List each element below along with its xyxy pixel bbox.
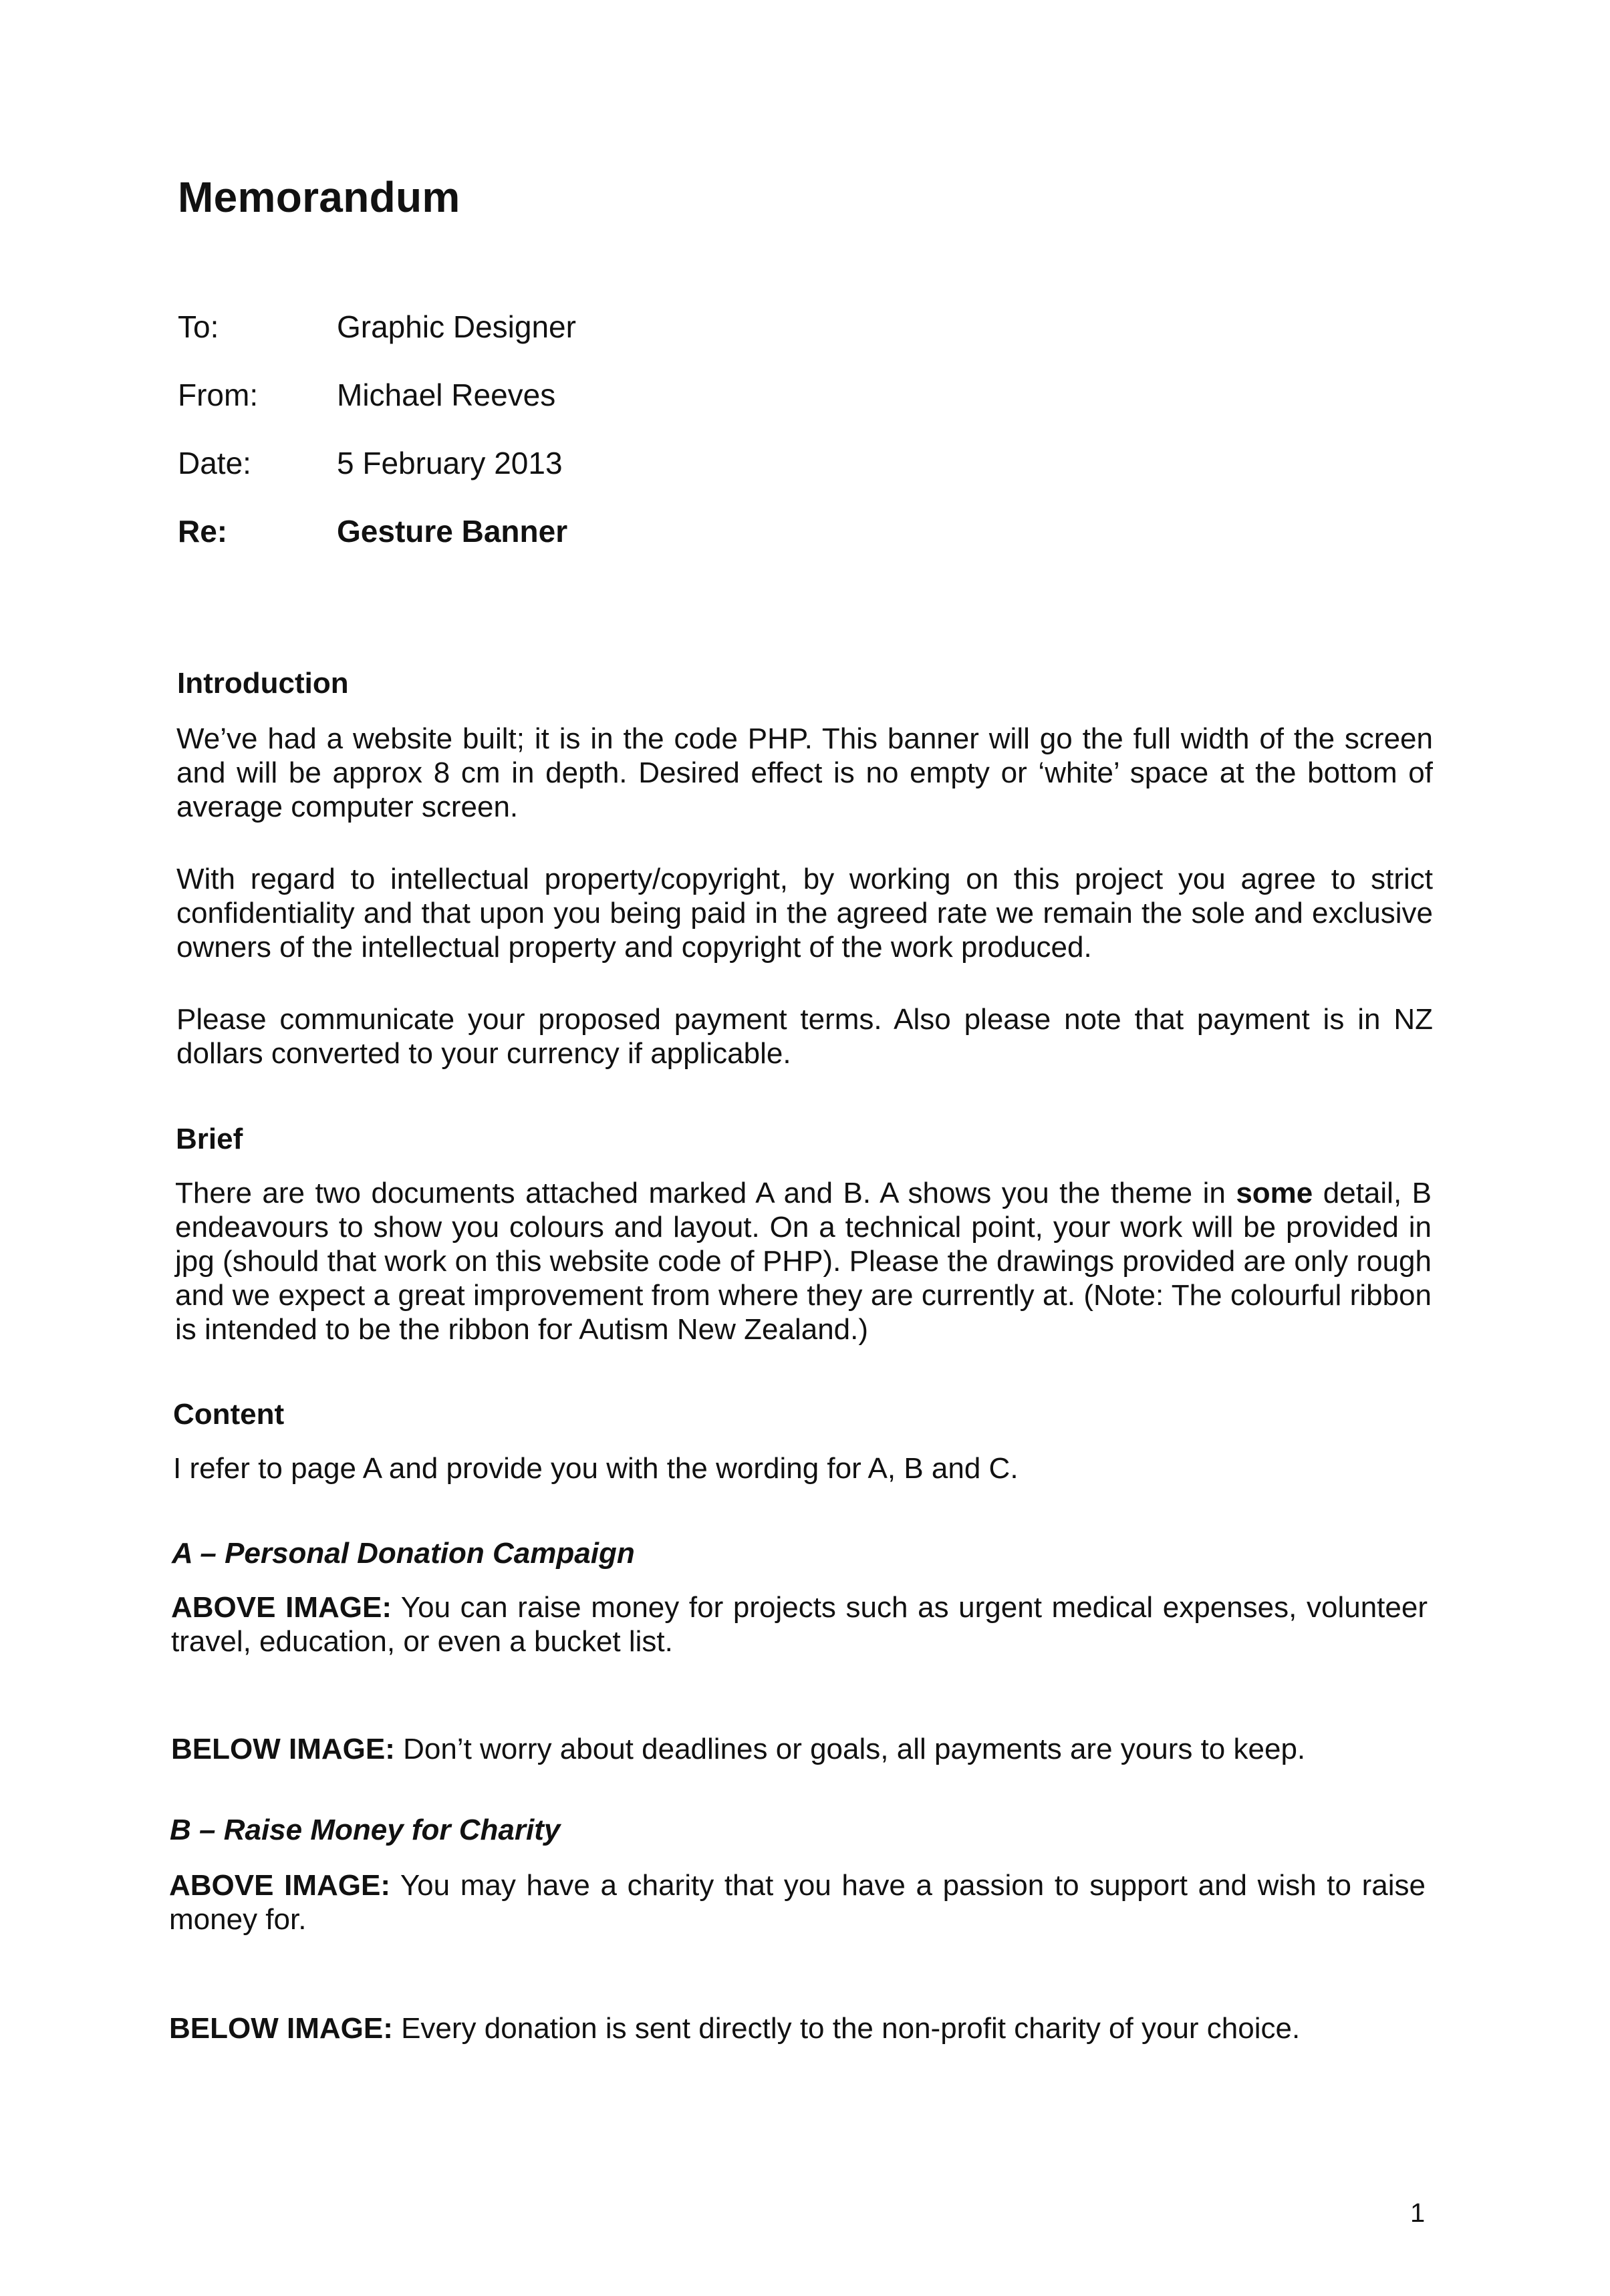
re-label: Re:	[178, 514, 228, 549]
brief-text-2: detail, B endeavours to show you colours and layout. On a technical point, your work will be provided in jpg (should that work on this website code of PHP). Please the drawings provided are only rough and we expect a great improvement from where they are currently at. (Note: The colourful ribbon is intended to be the ribbon for Autism New Zealand.)	[175, 1177, 1432, 1346]
below-image-label: BELOW IMAGE:	[171, 1733, 395, 1765]
to-value: Graphic Designer	[337, 309, 576, 344]
brief-heading: Brief	[176, 1123, 243, 1155]
above-image-text: You can raise money for projects such as urgent medical expenses, volunteer travel, education, or even a bucket list.	[171, 1591, 1428, 1658]
introduction-paragraph-1: We’ve had a website built; it is in the code PHP. This banner will go the full width of the screen and will be approx 8 cm in depth. Desired effect is no empty or ‘white’ space at the bottom of average computer screen.	[176, 722, 1433, 823]
page-number: 1	[1410, 2198, 1426, 2228]
from-value: Michael Reeves	[337, 378, 556, 412]
above-image-label: ABOVE IMAGE:	[169, 1869, 390, 1902]
content-paragraph: I refer to page A and provide you with the wording for A, B and C.	[173, 1452, 1019, 1485]
section-b-heading: B – Raise Money for Charity	[170, 1814, 561, 1846]
document-title: Memorandum	[178, 173, 460, 221]
introduction-heading: Introduction	[177, 667, 349, 700]
section-a-above-image	[171, 1590, 1428, 1659]
below-image-text: Every donation is sent directly to the non-profit charity of your choice.	[392, 2012, 1301, 2045]
above-image-text: You may have a charity that you have a passion to support and wish to raise money for.	[169, 1869, 1426, 1936]
content-heading: Content	[173, 1398, 285, 1431]
section-b-below-image	[169, 2011, 1439, 2045]
date-label: Date:	[178, 446, 251, 480]
brief-text-1: There are two documents attached marked A and B. A shows you the theme in	[175, 1177, 1236, 1209]
brief-emphasis: some	[1236, 1177, 1313, 1209]
section-a-heading: A – Personal Donation Campaign	[172, 1537, 635, 1570]
from-label: From:	[178, 378, 259, 412]
introduction-paragraph-2: With regard to intellectual property/copyright, by working on this project you agree to strict confidentiality and that upon you being paid in the agreed rate we remain the sole and exclusive owners of the intellectual property and copyright of the work produced.	[176, 863, 1433, 964]
introduction-paragraph-3: Please communicate your proposed payment terms. Also please note that payment is in NZ dollars converted to your currency if applicable.	[176, 1003, 1433, 1070]
to-label: To:	[178, 309, 219, 344]
date-value: 5 February 2013	[337, 446, 563, 480]
section-b-above-image	[169, 1868, 1426, 1936]
section-a-below-image	[171, 1732, 1441, 1766]
below-image-text: Don’t worry about deadlines or goals, all payments are yours to keep.	[394, 1733, 1306, 1765]
above-image-label: ABOVE IMAGE:	[171, 1591, 392, 1624]
brief-paragraph	[175, 1176, 1432, 1346]
below-image-label: BELOW IMAGE:	[169, 2012, 393, 2045]
re-value: Gesture Banner	[337, 514, 568, 549]
